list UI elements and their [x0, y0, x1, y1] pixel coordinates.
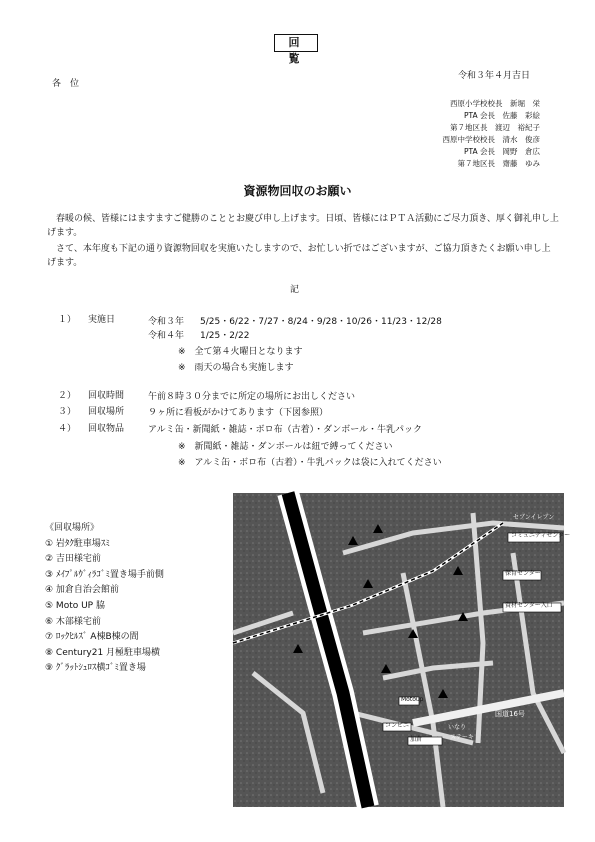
note-bag: ※ アルミ缶・ボロ布（古着）・牛乳パックは袋に入れてください [178, 458, 442, 468]
map-label: セブンイレブン [513, 514, 555, 521]
signer-row: 西原小学校校長 新堀 栄 [450, 99, 540, 108]
item-4-value: アルミ缶・新聞紙・雑誌・ボロ布（古着）・ダンボール・牛乳パック [148, 425, 423, 435]
map-label: 保育センター [505, 570, 541, 577]
item-1-label: 実施日 [88, 315, 116, 325]
collection-site-legend [45, 521, 164, 677]
legend-item: ② 吉田様宅前 [45, 554, 101, 565]
dates-r3-label: 令和３年 [148, 317, 185, 327]
item-3-value: ９ヶ所に看板がかけてあります（下図参照） [148, 408, 329, 418]
map-label: 資材センター入口 [505, 602, 553, 609]
map-label: コミュニティセンター [511, 532, 571, 539]
item-2-value: 午前８時３０分までに所定の場所にお出しください [148, 392, 356, 402]
map-label: 国道16号 [495, 710, 525, 718]
signers-block [443, 98, 541, 170]
note-tuesday: ※ 全て第４火曜日となります [178, 347, 303, 357]
item-1-number: １） [58, 315, 77, 325]
map-label: コンビニ [385, 722, 410, 729]
legend-item: ⑦ ﾛｯｸﾋﾙｽﾞ A棟B棟の間 [45, 632, 139, 643]
circular-title: 回 覧 [274, 34, 318, 52]
item-4-number: ４） [58, 424, 77, 434]
note-rain: ※ 雨天の場合も実施します [178, 363, 294, 373]
legend-item: ⑨ ｸﾞﾗｯﾄｼｭﾛｽ横ｺﾞﾐ置き場 [45, 663, 146, 674]
map-label: 加倉 [410, 736, 423, 743]
greeting-paragraph: 春暖の候、皆様にはますますご健勝のこととお慶び申し上げます。日頃、皆様にはＰＴＡ活動にご尽力頂き、厚く御礼申し上げます。 [47, 214, 559, 238]
legend-item: ⑧ Century21 月極駐車場横 [45, 647, 161, 658]
collection-map [233, 493, 571, 807]
item-3-number: ３） [58, 407, 77, 417]
signer-row: PTA 会長 佐藤 彩絵 [463, 111, 540, 120]
note-tie: ※ 新聞紙・雑誌・ダンボールは紐で縛ってください [178, 442, 393, 452]
signer-row: 第７地区長 齋藤 ゆみ [457, 159, 540, 168]
greeting-body [47, 212, 559, 270]
legend-item: ④ 加倉自治会館前 [45, 585, 119, 596]
ki-marker: 記 [290, 285, 300, 295]
dates-r4-label: 令和４年 [148, 331, 185, 341]
signer-row: 第７地区長 渡辺 裕紀子 [450, 123, 540, 132]
item-3-label: 回収場所 [88, 407, 125, 417]
item-2-number: ２） [58, 391, 77, 401]
map-label: いなり [448, 724, 467, 731]
legend-item: ③ ﾒｲﾌﾟﾙｳﾞｨﾗｺﾞﾐ置き場手前側 [45, 569, 164, 580]
signer-row: PTA 会長 岡野 倉広 [463, 147, 540, 156]
signer-row: 西原中学校校長 清水 俊彦 [442, 135, 540, 144]
map-label: Motoup [401, 696, 424, 703]
map-label: ステーキ [450, 734, 474, 741]
legend-title: 《回収場所》 [45, 523, 100, 533]
item-4-label: 回収物品 [88, 424, 125, 434]
legend-item: ⑥ 木部様宅前 [45, 616, 101, 627]
dates-r4: 1/25・2/22 [200, 331, 250, 341]
legend-item: ⑤ Moto UP 脇 [45, 600, 105, 611]
legend-item: ① 岩ﾀｸ駐車場ｽﾐ [45, 538, 110, 549]
dates-r3: 5/25・6/22・7/27・8/24・9/28・10/26・11/23・12/28 [200, 317, 442, 327]
document-heading: 資源物回収のお願い [243, 184, 352, 198]
item-2-label: 回収時間 [88, 391, 125, 401]
document-date: 令和３年４月吉日 [458, 71, 531, 81]
recipients: 各 位 [52, 79, 80, 89]
request-paragraph: さて、本年度も下記の通り資源物回収を実施いたしますので、お忙しい折ではございますが、ご協力頂きたくお願い申し上げます。 [47, 244, 551, 268]
